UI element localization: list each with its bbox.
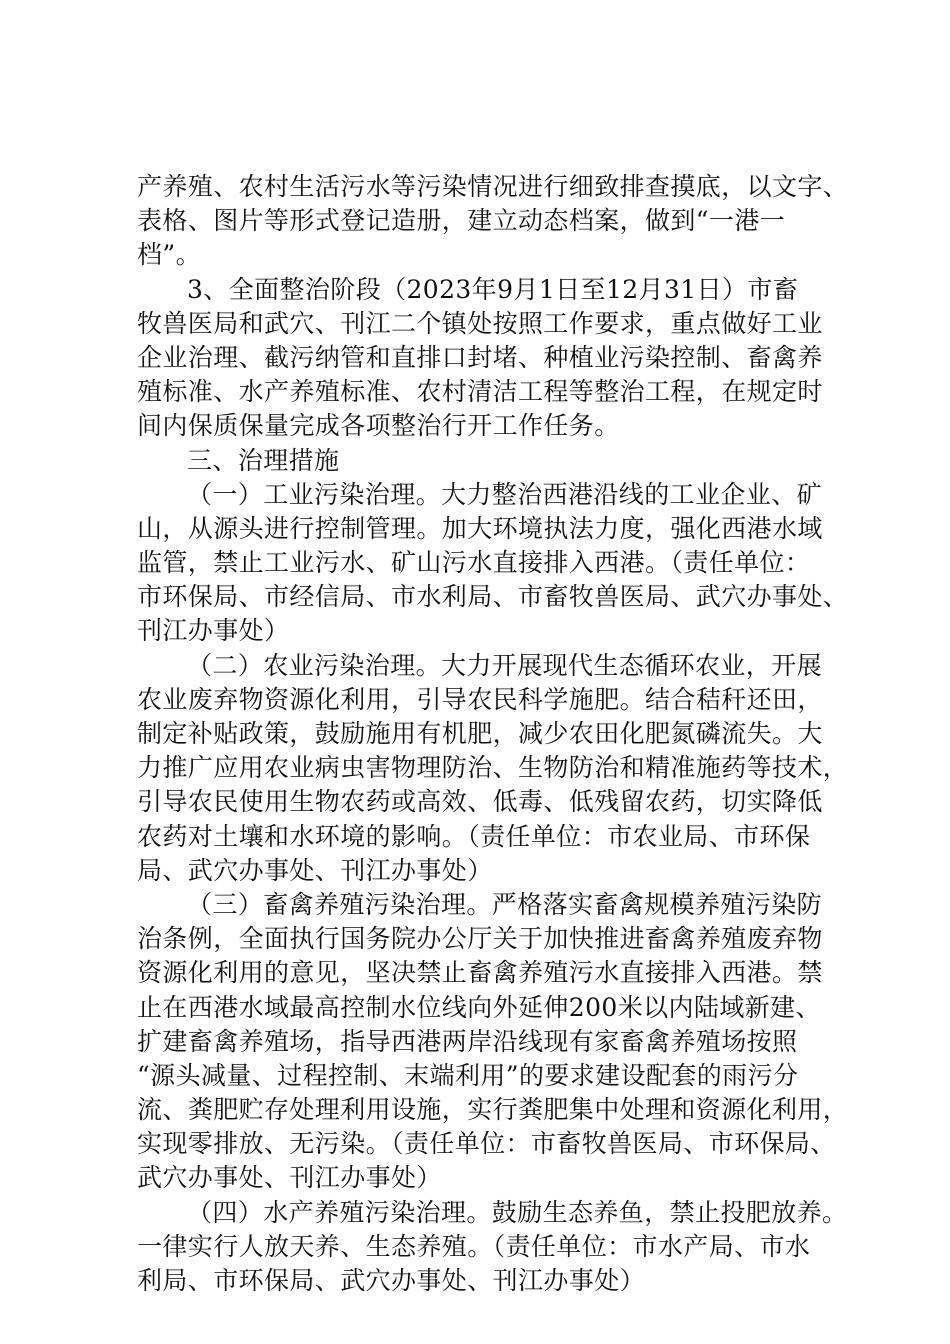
text-line: 表格、图片等形式登记造册，建立动态档案，做到“一港一 [137,206,786,236]
text-line: 产养殖、农村生活污水等污染情况进行细致排查摸底，以文字、 [137,172,849,201]
text-line: 农药对土壤和水环境的影响。（责任单位：市农业局、市环保 [137,821,811,851]
text-line: （二）农业污染治理。大力开展现代生态循环农业，开展 [187,650,823,680]
text-line: 间内保质保量完成各项整治行开工作任务。 [137,411,620,441]
text-line: （四）水产养殖污染治理。鼓励生态养鱼，禁止投肥放养。 [187,1197,848,1227]
text-line: 企业治理、截污纳管和直排口封堵、种植业污染控制、畜禽养 [137,342,823,372]
text-line: 治条例，全面执行国务院办公厅关于加快推进畜禽养殖废弃物 [137,924,823,954]
text-line: 制定补贴政策，鼓励施用有机肥，减少农田化肥氮磷流失。大 [137,719,823,748]
text-line: 扩建畜禽养殖场，指导西港两岸沿线现有家畜禽养殖场按照 [137,1026,798,1056]
text-line: 山，从源头进行控制管理。加大环境执法力度，强化西港水域 [137,513,823,543]
text-line: 殖标准、水产养殖标准、农村清洁工程等整治工程，在规定时 [137,377,823,407]
text-line: 武穴办事处、刊江办事处） [137,1163,442,1193]
text-line: 3、全面整治阶段（2023年9月1日至12月31日）市畜 [187,274,799,304]
text-line: 监管，禁止工业污水、矿山污水直接排入西港。（责任单位： [137,548,811,578]
text-line: 引导农民使用生物农药或高效、低毒、低残留农药，切实降低 [137,787,823,817]
text-line: 实现零排放、无污染。（责任单位：市畜牧兽医局、市环保局、 [137,1129,836,1159]
text-line: 三、治理措施 [187,445,340,475]
text-line: （三）畜禽养殖污染治理。严格落实畜禽规模养殖污染防 [187,889,823,919]
text-line: 止在西港水域最高控制水位线向外延伸200米以内陆域新建、 [137,992,821,1022]
document-body [137,170,849,1298]
text-line: 档”。 [137,240,201,270]
text-line: 市环保局、市经信局、市水利局、市畜牧兽医局、武穴办事处、 [137,582,849,612]
text-line: 牧兽医局和武穴、刊江二个镇处按照工作要求，重点做好工业 [137,308,823,338]
text-line: 利局、市环保局、武穴办事处、刊江办事处） [137,1266,646,1295]
text-line: 一律实行人放天养、生态养殖。（责任单位：市水产局、市水 [137,1231,811,1261]
text-line: 流、粪肥贮存处理利用设施，实行粪肥集中处理和资源化利用， [137,1095,849,1125]
text-line: 刊江办事处） [137,616,290,646]
text-line: 资源化利用的意见，坚决禁止畜禽养殖污水直接排入西港。禁 [137,958,823,988]
text-line: 力推广应用农业病虫害物理防治、生物防治和精准施药等技术， [137,753,849,783]
text-line: 局、武穴办事处、刊江办事处） [137,855,493,885]
text-line: （一）工业污染治理。大力整治西港沿线的工业企业、矿 [187,479,823,509]
text-line: “源头减量、过程控制、末端利用”的要求建设配套的雨污分 [137,1060,799,1090]
text-line: 农业废弃物资源化利用，引导农民科学施肥。结合秸秆还田， [137,684,823,714]
